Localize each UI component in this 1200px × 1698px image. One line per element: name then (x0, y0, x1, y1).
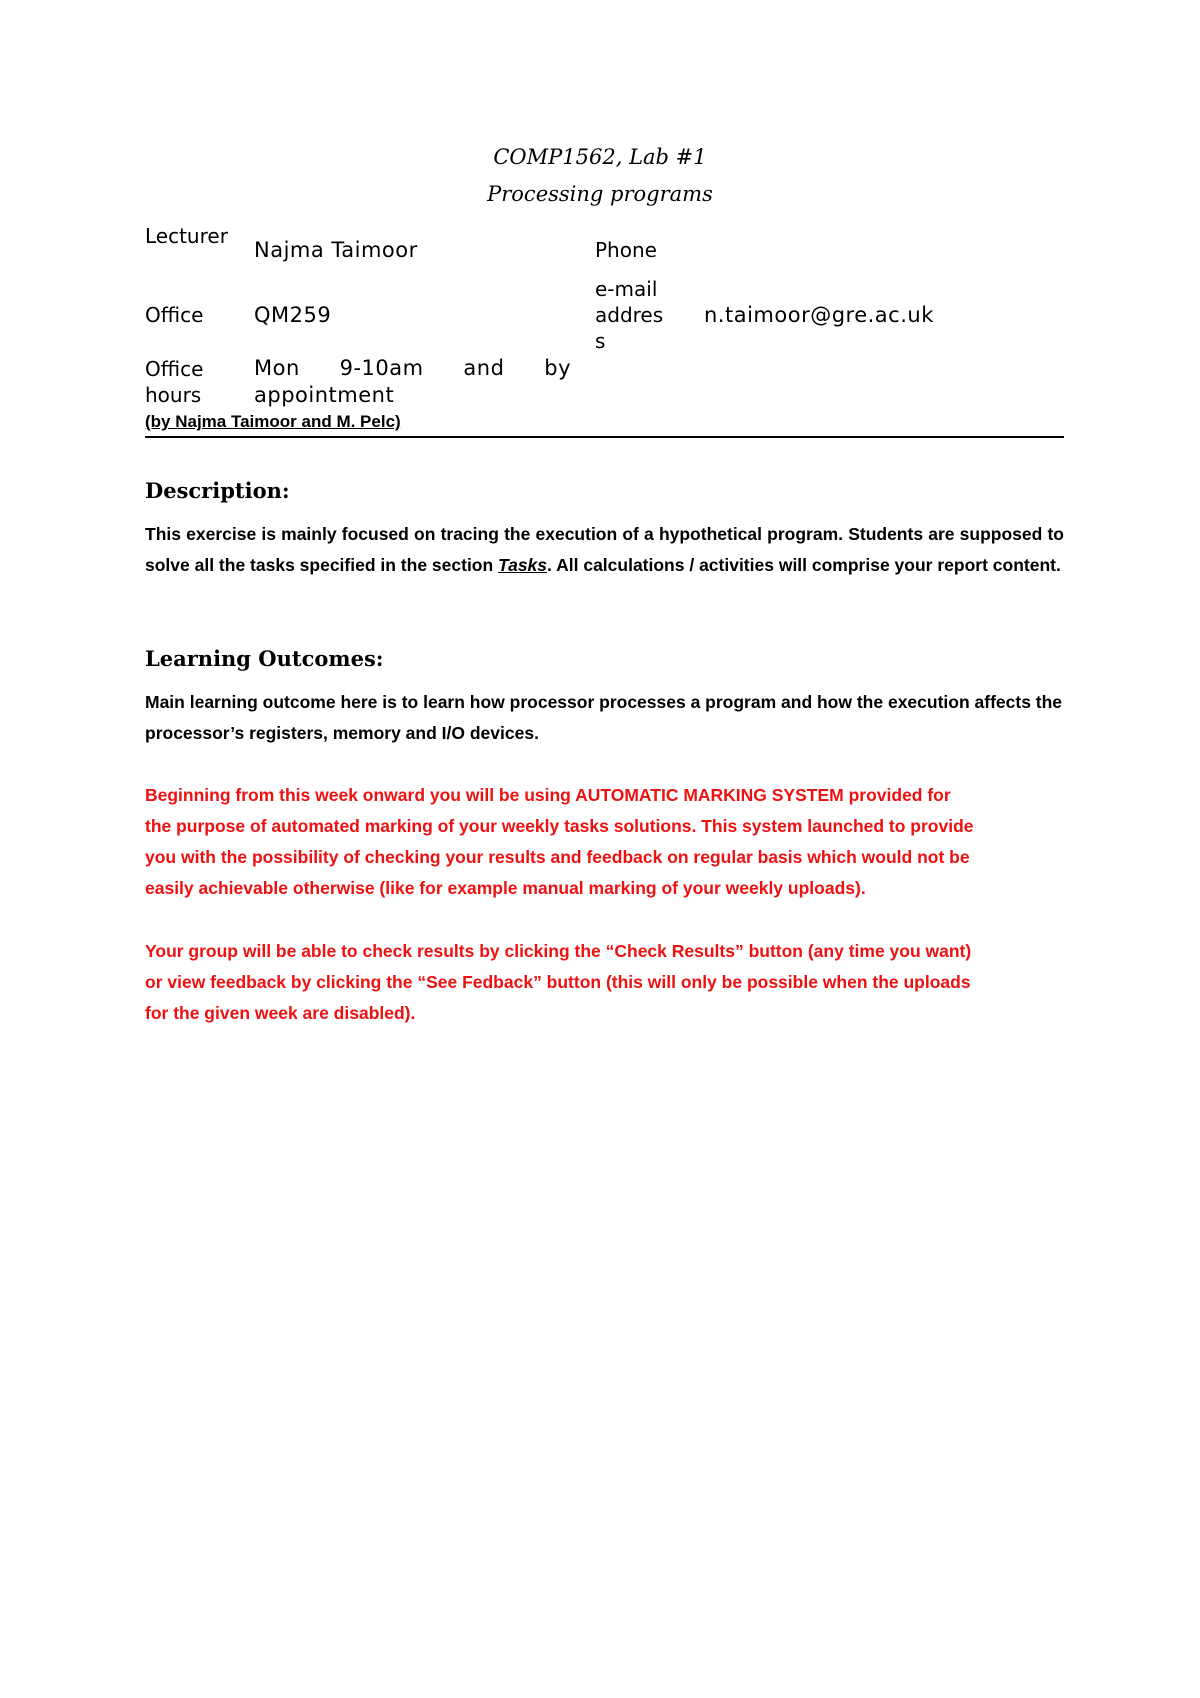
office-hours-word: and (463, 356, 505, 380)
office-hours-line-2: appointment (254, 383, 395, 407)
description-heading: Description: (145, 478, 290, 503)
office-hours-label: Office hours (145, 357, 204, 407)
office-value: QM259 (254, 303, 332, 327)
office-hours-word: 9-10am (339, 356, 424, 380)
office-hours-line-1 (254, 356, 571, 380)
notice-line: easily achievable otherwise (like for example manual marking of your weekly uploads). (145, 878, 866, 898)
notice-line: Beginning from this week onward you will be using AUTOMATIC MARKING SYSTEM provided for (145, 785, 951, 805)
automatic-marking-notice (145, 780, 1064, 904)
phone-label: Phone (595, 238, 657, 262)
notice-line: for the given week are disabled). (145, 1003, 416, 1023)
notice-line: Your group will be able to check results by clicking the “Check Results” button (any time you want) (145, 941, 972, 961)
description-text: This exercise is mainly focused on tracing the execution of a hypothetical program. Students are supposed to solve all the tasks specified in the section (145, 524, 1064, 575)
email-label: e-mail address (595, 277, 664, 353)
lecturer-label: Lecturer (145, 224, 228, 248)
notice-line: you with the possibility of checking your results and feedback on regular basis which would not be (145, 847, 970, 867)
notice-line: the purpose of automated marking of your weekly tasks solutions. This system launched to provide (145, 816, 974, 836)
check-results-notice (145, 936, 1064, 1029)
notice-line: or view feedback by clicking the “See Fedback” button (this will only be possible when the uploads (145, 972, 971, 992)
office-hours-word: Mon (254, 356, 300, 380)
tasks-link[interactable]: Tasks (498, 555, 548, 575)
author-byline: (by Najma Taimoor and M. Pelc) (145, 412, 401, 431)
lab-subtitle: Processing programs (487, 182, 713, 206)
office-hours-word: by (544, 356, 571, 380)
learning-outcomes-heading: Learning Outcomes: (145, 646, 384, 671)
description-paragraph (145, 519, 1064, 581)
description-text-end: . All calculations / activities will comprise your report content. (547, 555, 1061, 575)
lab-title: COMP1562, Lab #1 (493, 145, 707, 169)
office-label: Office (145, 303, 204, 327)
email-value[interactable]: n.taimoor@gre.ac.uk (704, 303, 934, 327)
lecturer-value: Najma Taimoor (254, 238, 418, 262)
header-divider (145, 436, 1064, 438)
learning-outcomes-paragraph: Main learning outcome here is to learn how processor processes a program and how the execution affects the processor’s registers, memory and I/O devices. (145, 692, 1063, 743)
